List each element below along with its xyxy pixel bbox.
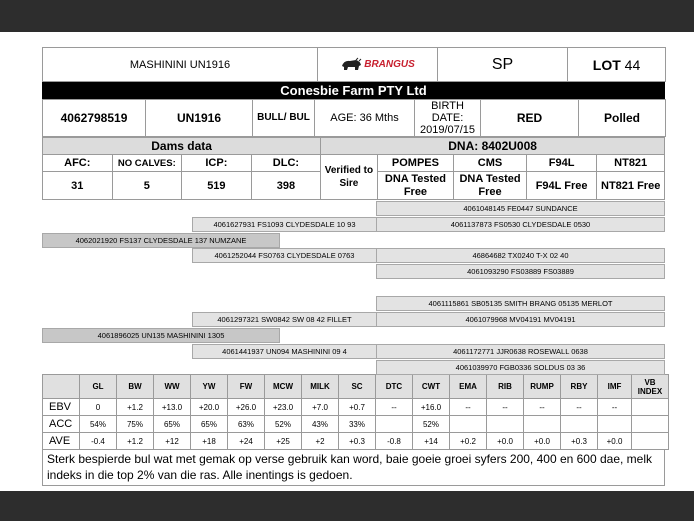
ebv-cell: +23.0	[265, 399, 302, 416]
ebv-cell	[450, 416, 487, 433]
ebv-cell: +0.3	[339, 433, 376, 450]
ebv-cell: +0.3	[561, 433, 598, 450]
pedigree-dam-dam-dam: 4061039970 FGB0336 SOLDUS 03 36	[376, 360, 665, 375]
ebv-cell	[598, 416, 632, 433]
pedigree-sire: 4062021920 FS137 CLYDESDALE 137 NUMZANE	[42, 233, 280, 248]
animal-name: MASHININI UN1916	[43, 48, 318, 82]
lot-cell	[568, 48, 666, 82]
ebv-cell	[632, 433, 669, 450]
ebv-header: EMA	[450, 375, 487, 399]
ebv-cell: 63%	[228, 416, 265, 433]
ebv-header: DTC	[376, 375, 413, 399]
ebv-cell: +25	[265, 433, 302, 450]
ebv-header: CWT	[413, 375, 450, 399]
horn-status: Polled	[579, 100, 666, 137]
ebv-cell: -0.4	[80, 433, 117, 450]
lot-number: 44	[624, 56, 641, 73]
header-table	[42, 47, 666, 82]
ebv-cell: +18	[191, 433, 228, 450]
ebv-cell: --	[561, 399, 598, 416]
ebv-cell: +0.0	[598, 433, 632, 450]
bull-icon	[340, 57, 362, 73]
pedigree-dam-sire-dam: 4061079968 MV04191 MV04191	[376, 312, 665, 327]
ebv-cell: 52%	[413, 416, 450, 433]
dlc-label: DLC:	[251, 155, 321, 172]
ebv-cell: +16.0	[413, 399, 450, 416]
color: RED	[481, 100, 579, 137]
pedigree-dam: 4061896025 UN135 MASHININI 1305	[42, 328, 280, 343]
ebv-cell: 0	[80, 399, 117, 416]
birth-date-label: BIRTH DATE:	[431, 100, 464, 124]
ebv-row	[43, 399, 669, 416]
birth-date-cell	[415, 100, 481, 137]
ebv-cell: +1.2	[117, 399, 154, 416]
ebv-header: FW	[228, 375, 265, 399]
age: AGE: 36 Mths	[315, 100, 415, 137]
ebv-row-label: EBV	[43, 399, 80, 416]
pedigree-dam-dam-sire: 4061172771 JJR0638 ROSEWALL 0638	[376, 344, 665, 359]
ebv-cell: --	[450, 399, 487, 416]
ebv-cell: --	[524, 399, 561, 416]
ebv-corner	[43, 375, 80, 399]
pedigree-sire-sire-sire: 4061048145 FE0447 SUNDANCE	[376, 201, 665, 216]
ebv-cell: +1.2	[117, 433, 154, 450]
animal-id-table	[42, 99, 666, 137]
pedigree-sire-dam-sire: 46864682 TX0240 T-X 02 40	[376, 248, 665, 263]
ebv-cell	[376, 416, 413, 433]
ebv-cell: 65%	[191, 416, 228, 433]
ebv-cell: --	[487, 399, 524, 416]
ebv-row-label: AVE	[43, 433, 80, 450]
test-result-cms: DNA Tested Free	[454, 172, 527, 200]
ebv-cell: 33%	[339, 416, 376, 433]
breeder-band: Conesbie Farm PTY Ltd	[42, 82, 665, 99]
ebv-cell	[632, 399, 669, 416]
test-result-nt821: NT821 Free	[597, 172, 665, 200]
ebv-cell: 52%	[265, 416, 302, 433]
ebv-header: RUMP	[524, 375, 561, 399]
ebv-header: YW	[191, 375, 228, 399]
dams-dna-table	[42, 137, 665, 200]
pedigree-dam-sire-sire: 4061115861 SB05135 SMITH BRANG 05135 MERLOT	[376, 296, 665, 311]
ebv-header: WW	[154, 375, 191, 399]
ebv-cell: 54%	[80, 416, 117, 433]
pedigree-dam-sire: 4061297321 SW0842 SW 08 42 FILLET	[192, 312, 377, 327]
ebv-cell: --	[598, 399, 632, 416]
ebv-row-label: ACC	[43, 416, 80, 433]
ebv-cell: -0.8	[376, 433, 413, 450]
lot-sheet	[42, 47, 665, 486]
ebv-cell: +2	[302, 433, 339, 450]
birth-date: 2019/07/15	[419, 124, 476, 136]
dlc-value: 398	[251, 172, 321, 200]
ebv-cell: +13.0	[154, 399, 191, 416]
ebv-cell: 43%	[302, 416, 339, 433]
ebv-cell: +0.0	[524, 433, 561, 450]
ebv-cell: +24	[228, 433, 265, 450]
ebv-cell: +0.2	[450, 433, 487, 450]
ebv-header: IMF	[598, 375, 632, 399]
ebv-cell	[524, 416, 561, 433]
ebv-cell: +12	[154, 433, 191, 450]
ebv-cell: +14	[413, 433, 450, 450]
dams-data-label: Dams data	[43, 138, 321, 155]
verified-to-sire: Verified to Sire	[321, 155, 377, 200]
ebv-cell: +0.7	[339, 399, 376, 416]
ebv-cell	[487, 416, 524, 433]
icp-value: 519	[182, 172, 252, 200]
pedigree-sire-sire-dam: 4061137873 FS0530 CLYDESDALE 0530	[376, 217, 665, 232]
afc-value: 31	[43, 172, 113, 200]
test-name-cms: CMS	[454, 155, 527, 172]
ebv-row	[43, 433, 669, 450]
reg-number: 4062798519	[43, 100, 146, 137]
ebv-header: GL	[80, 375, 117, 399]
test-name-pompes: POMPES	[377, 155, 454, 172]
ebv-table	[42, 374, 669, 450]
ebv-cell: --	[376, 399, 413, 416]
bottom-dark-bar	[0, 491, 694, 521]
section-code: SP	[438, 48, 568, 82]
ebv-cell: +20.0	[191, 399, 228, 416]
ebv-header: RBY	[561, 375, 598, 399]
icp-label: ICP:	[182, 155, 252, 172]
brangus-logo	[318, 48, 438, 82]
ebv-rows	[43, 399, 669, 450]
ebv-header: VB INDEX	[632, 375, 669, 399]
ebv-header: MCW	[265, 375, 302, 399]
pedigree-sire-sire: 4061627931 FS1093 CLYDESDALE 10 93	[192, 217, 377, 232]
test-result-pompes: DNA Tested Free	[377, 172, 454, 200]
calves-value: 5	[112, 172, 182, 200]
ebv-header: BW	[117, 375, 154, 399]
dna-number: DNA: 8402U008	[321, 138, 665, 155]
logo-text: BRANGUS	[364, 59, 415, 70]
ebv-header: MILK	[302, 375, 339, 399]
pedigree	[42, 200, 665, 374]
test-name-nt821: NT821	[597, 155, 665, 172]
pedigree-sire-dam-dam: 4061093290 FS03889 FS03889	[376, 264, 665, 279]
ebv-cell: +26.0	[228, 399, 265, 416]
ebv-row	[43, 416, 669, 433]
lot-label: LOT	[592, 56, 621, 73]
ebv-cell: 75%	[117, 416, 154, 433]
test-result-f94l: F94L Free	[526, 172, 597, 200]
top-dark-bar	[0, 0, 694, 32]
pedigree-dam-dam: 4061441937 UN094 MASHININI 09 4	[192, 344, 377, 359]
ebv-cell: +7.0	[302, 399, 339, 416]
ebv-cell: 65%	[154, 416, 191, 433]
animal-id: UN1916	[146, 100, 253, 137]
test-name-f94l: F94L	[526, 155, 597, 172]
ebv-cell: +0.0	[487, 433, 524, 450]
ebv-header: RIB	[487, 375, 524, 399]
sex: BULL/ BUL	[253, 100, 315, 137]
ebv-cell	[632, 416, 669, 433]
ebv-header: SC	[339, 375, 376, 399]
ebv-cell	[561, 416, 598, 433]
afc-label: AFC:	[43, 155, 113, 172]
pedigree-sire-dam: 4061252044 FS0763 CLYDESDALE 0763	[192, 248, 377, 263]
comment-text: Sterk bespierde bul wat met gemak op verse gebruik kan word, baie goeie groei syfers 200, 400 en 600 dae, melk indeks in die top 2% van die ras. Alle inentings is gedoen.	[42, 450, 665, 486]
calves-label: NO CALVES:	[112, 155, 182, 172]
